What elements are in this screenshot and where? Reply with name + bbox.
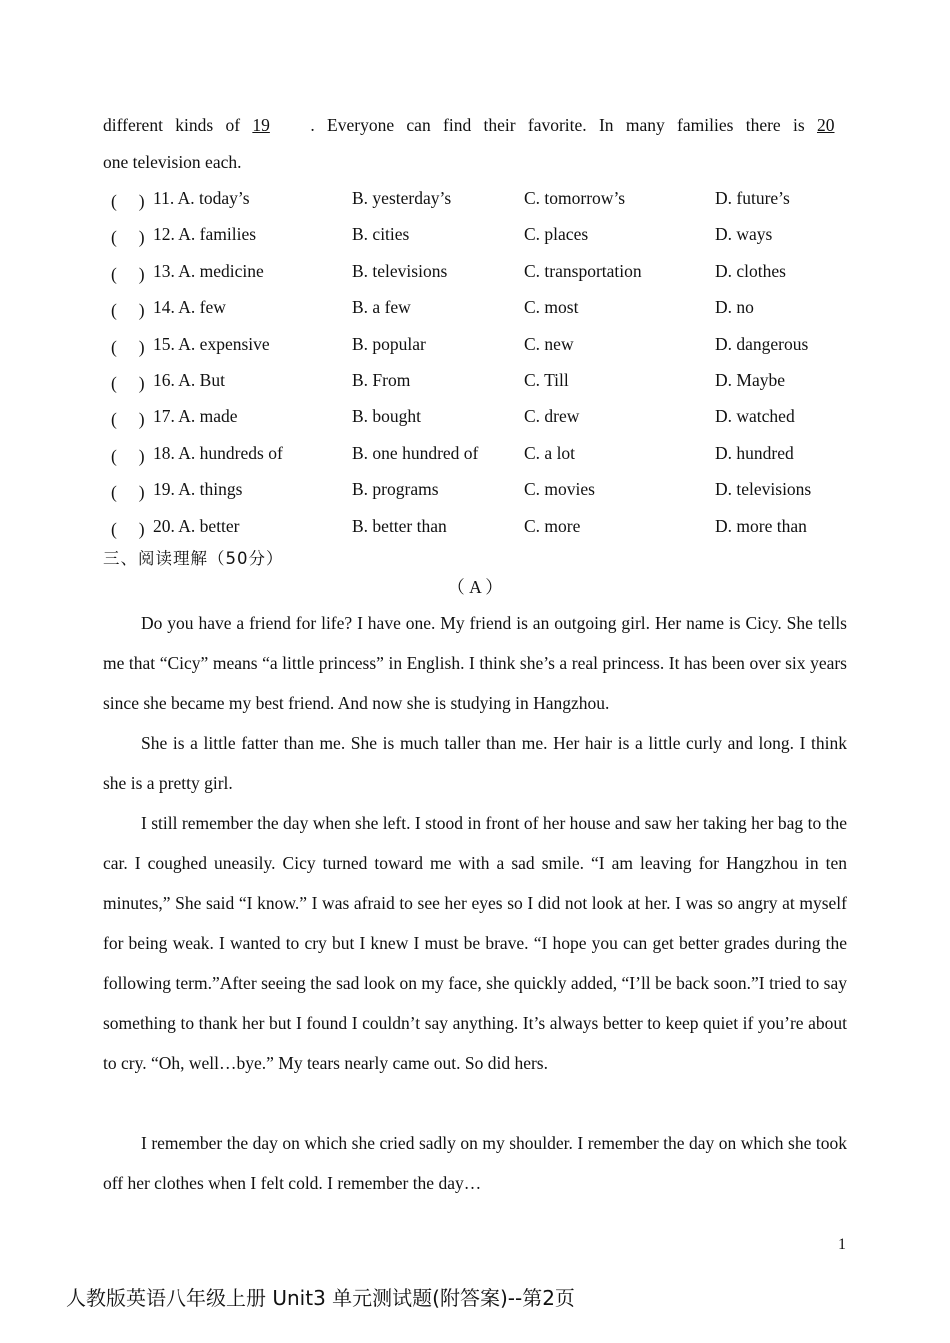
answer-bracket: ( )	[111, 482, 145, 503]
option-a: 14. A. few	[153, 297, 226, 318]
answer-bracket: ( )	[111, 409, 145, 430]
option-a: 12. A. families	[153, 224, 257, 245]
answer-bracket: ( )	[111, 300, 145, 321]
option-c: C. places	[524, 224, 589, 245]
paragraph-4: I remember the day on which she cried sadly on my shoulder. I remember the day on which she took off her clothes when I felt cold. I remember the day…	[103, 1133, 847, 1193]
option-b: B. popular	[352, 333, 426, 354]
option-d: D. no	[715, 297, 754, 318]
answer-bracket: ( )	[111, 191, 145, 211]
option-a: 15. A. expensive	[153, 333, 270, 354]
blank-19: 19	[252, 115, 270, 135]
answer-bracket: ( )	[111, 336, 145, 357]
question-row	[103, 406, 863, 430]
answer-bracket: ( )	[111, 518, 145, 539]
option-b: B. bought	[352, 406, 422, 427]
option-a: 19. A. things	[153, 479, 243, 500]
paragraph-3: I still remember the day when she left. I stood in front of her house and saw her taking her bag to the car. I coughed uneasily. Cicy turned toward me with a sad smile. “I am leaving for Hangzhou in ten minutes,” She said “I know.” I was afraid to see her eyes so I did not look at her. I was so angry at myself for being weak. I wanted to cry but I knew I must be brave. “I hope you can get better grades during the following term.”After seeing the sad look on my face, she quickly added, “I’ll be back soon.”I tried to say something to thank her but I found I couldn’t say anything. It’s always better to keep quiet if you’re about to cry. “Oh, well…bye.” My tears nearly came out. So did hers.	[103, 813, 847, 1073]
passage-title: （ A ）	[447, 577, 503, 597]
option-c: C. tomorrow’s	[524, 188, 626, 208]
cloze-text-part: different kinds of	[103, 115, 241, 135]
option-a: 13. A. medicine	[153, 260, 264, 281]
option-c: C. a lot	[524, 442, 576, 463]
paragraph-1: Do you have a friend for life? I have one. My friend is an outgoing girl. Her name is Cicy. She tells me that “Cicy” means “a little princess” in English. I think she’s a real princess. It has been over six years since she became my best friend. And now she is studying in Hangzhou.	[103, 613, 847, 713]
answer-bracket: ( )	[111, 445, 145, 466]
cloze-text-part: . Everyone can find their favorite. In many families there is	[310, 115, 805, 135]
option-b: B. one hundred of	[352, 442, 479, 463]
option-b: B. programs	[352, 479, 439, 500]
option-a: 11. A. today’s	[153, 188, 250, 208]
question-row	[103, 443, 863, 467]
question-row	[103, 297, 863, 321]
option-b: B. a few	[352, 297, 411, 318]
option-d: D. clothes	[715, 260, 786, 281]
answer-bracket: ( )	[111, 263, 145, 284]
question-row	[103, 516, 863, 540]
option-a: 16. A. But	[153, 370, 225, 390]
option-d: D. more than	[715, 515, 807, 536]
question-row	[103, 188, 863, 212]
blank-20: 20	[817, 115, 835, 135]
answer-bracket: ( )	[111, 227, 145, 248]
question-row	[103, 224, 863, 248]
option-c: C. most	[524, 297, 579, 318]
option-b: B. yesterday’s	[352, 188, 452, 208]
option-c: C. movies	[524, 479, 595, 500]
paragraph-2: She is a little fatter than me. She is much taller than me. Her hair is a little curly and long. I think she is a pretty girl.	[103, 733, 847, 793]
option-c: C. Till	[524, 370, 569, 390]
section-heading: 三、阅读理解（50分）	[103, 549, 284, 568]
cloze-text-line-1	[103, 115, 847, 136]
question-row	[103, 370, 863, 394]
option-d: D. watched	[715, 406, 795, 427]
option-b: B. better than	[352, 515, 447, 536]
option-d: D. ways	[715, 224, 773, 245]
option-d: D. Maybe	[715, 370, 785, 390]
option-a: 20. A. better	[153, 515, 240, 536]
option-d: D. televisions	[715, 479, 812, 500]
footer-caption: 人教版英语八年级上册 Unit3 单元测试题(附答案)--第2页	[66, 1286, 575, 1310]
question-row	[103, 479, 863, 503]
question-row	[103, 261, 863, 285]
cloze-text-line-2: one television each.	[103, 152, 242, 172]
option-a: 18. A. hundreds of	[153, 442, 283, 463]
option-c: C. new	[524, 333, 574, 354]
option-d: D. future’s	[715, 188, 790, 208]
option-d: D. dangerous	[715, 333, 809, 354]
option-b: B. televisions	[352, 260, 448, 281]
page-number: 1	[838, 1236, 846, 1253]
option-c: C. more	[524, 515, 581, 536]
answer-bracket: ( )	[111, 373, 145, 393]
option-b: B. cities	[352, 224, 410, 245]
option-c: C. drew	[524, 406, 580, 427]
option-d: D. hundred	[715, 442, 794, 463]
option-a: 17. A. made	[153, 406, 238, 427]
option-c: C. transportation	[524, 260, 642, 281]
option-b: B. From	[352, 370, 411, 390]
question-row	[103, 334, 863, 358]
